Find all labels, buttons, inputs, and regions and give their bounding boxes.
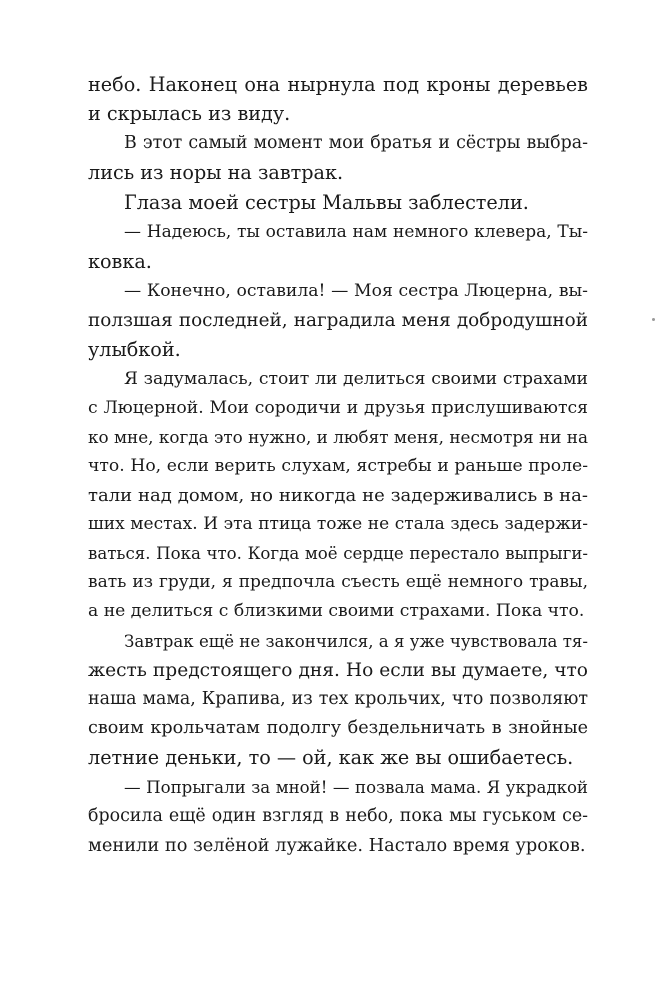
text-line: ваться. Пока что. Когда моё сердце перестало выпрыги- [88,544,588,563]
text-line: своим крольчатам подолгу бездельничать в знойные [88,718,588,738]
text-line: вать из груди, я предпочла съесть ещё немного травы, [88,572,588,592]
text-line: тали над домом, но никогда не задерживались в на- [88,485,588,506]
text-line: ко мне, когда это нужно, и любят меня, несмотря ни на [88,427,588,447]
paragraph [88,627,588,772]
text-line: Я задумалась, стоит ли делиться своими страхами [124,369,588,389]
text-line: а не делиться с близкими своими страхами. Пока что. [88,601,585,621]
paragraph [88,188,588,217]
paragraph [88,218,588,276]
text-line: что. Но, если верить слухам, ястребы и раньше проле- [88,456,588,476]
text-line: Глаза моей сестры Мальвы заблестели. [124,191,529,214]
text-line: бросила ещё один взгляд в небо, пока мы гуськом се- [88,806,588,826]
scan-speck [652,318,655,321]
text-line: менили по зелёной лужайке. Настало время уроков. [88,835,586,856]
text-line: с Люцерной. Мои сородичи и друзья прислушиваются [88,398,588,418]
paragraph [88,277,588,364]
text-line: ковка. [88,250,152,273]
text-line: жесть предстоящего дня. Но если вы думаете, что [88,660,588,681]
body-text [88,70,588,860]
text-line: — Надеюсь, ты оставила нам немного клевера, Ты- [124,222,588,242]
text-line: и скрылась из виду. [88,102,291,125]
text-line: Завтрак ещё не закончился, а я уже чувствовала тя- [124,632,588,651]
text-line: — Попрыгали за мной! — позвала мама. Я украдкой [124,778,588,797]
text-line: улыбкой. [88,338,181,361]
text-line: небо. Наконец она нырнула под кроны деревьев [88,73,588,96]
text-line: ших местах. И эта птица тоже не стала здесь задержи- [88,514,588,534]
paragraph [88,129,588,187]
text-line: ползшая последней, наградила меня добродушной [88,310,588,331]
paragraph [88,70,588,128]
text-line: летние деньки, то — ой, как же вы ошибаетесь. [88,746,574,769]
text-line: — Конечно, оставила! — Моя сестра Люцерна, вы- [124,281,588,301]
text-line: наша мама, Крапива, из тех крольчих, что позволяют [88,689,588,709]
text-line: В этот самый момент мои братья и сёстры выбра- [124,133,588,153]
paragraph [88,365,588,626]
paragraph [88,773,588,860]
text-line: лись из норы на завтрак. [88,161,344,184]
